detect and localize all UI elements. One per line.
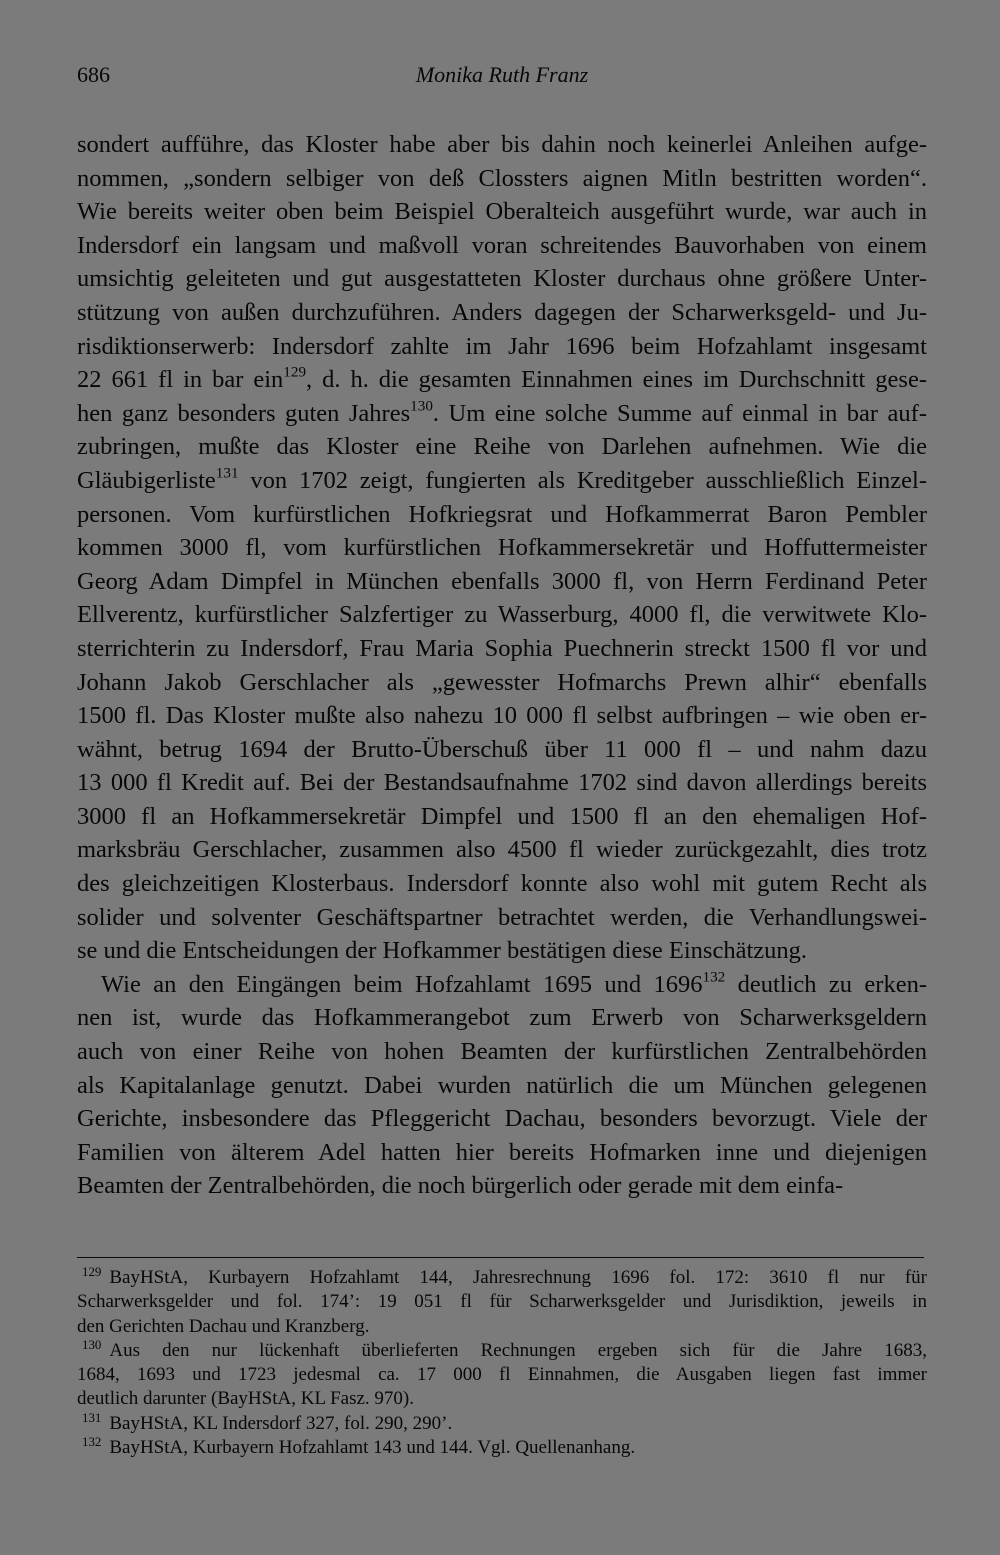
text-line: sondert aufführe, das Kloster habe aber bis dahin noch keinerlei Anleihen aufge- <box>77 131 927 158</box>
footnote-text: Aus den nur lückenhaft überlieferten Rechnungen ergeben sich für die Jahre 1683, <box>109 1339 927 1361</box>
page-header <box>77 62 927 96</box>
text-line: umsichtig geleiteten und gut ausgestatteten Kloster durchaus ohne größere Unter- <box>77 265 927 293</box>
text-line: wähnt, betrug 1694 der Brutto-Überschuß über 11 000 fl – und nahm dazu <box>77 735 927 763</box>
footnote-number: 131 <box>82 1409 102 1425</box>
text-line: nen ist, wurde das Hofkammerangebot zum Erwerb von Scharwerksgeldern <box>77 1004 927 1032</box>
text-run: Wie an den Eingängen beim Hofzahlamt 1695 und 1696 <box>101 970 703 998</box>
text-line: se und die Entscheidungen der Hofkammer bestätigen diese Einschätzung. <box>77 937 808 965</box>
running-title: Monika Ruth Franz <box>415 62 589 87</box>
footnote-line <box>77 1315 927 1339</box>
footnote-text: BayHStA, KL Indersdorf 327, fol. 290, 290’. <box>109 1412 453 1434</box>
text-line: Gerichte, insbesondere das Pfleggericht Dachau, besonders bevorzugt. Viele der <box>77 1105 927 1133</box>
text-line: sterrichterin zu Indersdorf, Frau Maria Sophia Puechnerin streckt 1500 fl vor und <box>77 634 927 662</box>
text-run: Gläubigerliste <box>77 466 216 494</box>
footnote-text: den Gerichten Dachau und Kranzberg. <box>77 1315 370 1337</box>
footnotes <box>77 1263 927 1460</box>
text-line: 3000 fl an Hofkammersekretär Dimpfel und 1500 fl an den ehemaligen Hof- <box>77 802 927 830</box>
footnote-ref: 129 <box>283 363 307 381</box>
text-line: nommen, „sondern selbiger von deß Clossters aignen Mitln bestritten worden“. <box>77 164 927 192</box>
text-line: 1500 fl. Das Kloster mußte also nahezu 10 000 fl selbst aufbringen – wie oben er- <box>77 702 927 730</box>
footnote-line <box>77 1336 927 1363</box>
footnote-line <box>77 1433 927 1460</box>
text-line: Familien von älterem Adel hatten hier bereits Hofmarken inne und diejenigen <box>77 1138 927 1166</box>
text-line <box>77 968 927 1002</box>
footnote-text: 1684, 1693 und 1723 jedesmal ca. 17 000 fl Einnahmen, die Ausgaben liegen fast immer <box>77 1364 927 1386</box>
text-run: 22 661 fl in bar ein <box>77 366 284 394</box>
footnote-number: 129 <box>82 1263 102 1279</box>
footnote-text: BayHStA, Kurbayern Hofzahlamt 143 und 144. Vgl. Quellenanhang. <box>109 1437 636 1459</box>
text-line: marksbräu Gerschlacher, zusammen also 4500 fl wieder zurückgezahlt, dies trotz <box>77 836 927 864</box>
text-line: auch von einer Reihe von hohen Beamten der kurfürstlichen Zentralbehörden <box>77 1038 927 1066</box>
text-line: Johann Jakob Gerschlacher als „gewesster Hofmarchs Prewn alhir“ ebenfalls <box>77 668 927 696</box>
footnote-line <box>77 1290 927 1314</box>
footnote-number: 132 <box>82 1433 102 1449</box>
text-run: hen ganz besonders guten Jahres <box>77 399 411 427</box>
text-run: deutlich zu erken- <box>725 970 927 998</box>
footnote-text: deutlich darunter (BayHStA, KL Fasz. 970). <box>77 1388 414 1410</box>
footnote-text: BayHStA, Kurbayern Hofzahlamt 144, Jahresrechnung 1696 fol. 172: 3610 fl nur für <box>109 1267 927 1288</box>
text-line: Beamten der Zentralbehörden, die noch bürgerlich oder gerade mit dem einfa- <box>77 1172 844 1200</box>
text-run: von 1702 zeigt, fungierten als Kreditgeber ausschließlich Einzel- <box>238 466 927 494</box>
text-line: Ellverentz, kurfürstlicher Salzfertiger zu Wasserburg, 4000 fl, die verwitwete Klo- <box>77 601 927 629</box>
text-line: solider und solventer Geschäftspartner betrachtet werden, die Verhandlungswei- <box>77 903 927 931</box>
text-line <box>77 397 927 431</box>
footnote-text: Scharwerksgelder und fol. 174’: 19 051 fl für Scharwerksgelder und Jurisdiktion, jeweils in <box>77 1291 927 1313</box>
text-line: risdiktionserwerb: Indersdorf zahlte im Jahr 1696 beim Hofzahlamt insgesamt <box>77 332 927 360</box>
footnote-ref: 131 <box>215 464 239 482</box>
footnote-separator <box>77 1257 924 1258</box>
footnote-ref: 130 <box>410 397 433 415</box>
text-line: stützung von außen durchzuführen. Anders dagegen der Scharwerksgeld- und Ju- <box>77 298 927 326</box>
page-number: 686 <box>77 62 110 87</box>
text-line: kommen 3000 fl, vom kurfürstlichen Hofkammersekretär und Hoffuttermeister <box>77 534 927 562</box>
text-line: 13 000 fl Kredit auf. Bei der Bestandsaufnahme 1702 sind davon allerdings bereits <box>77 769 927 797</box>
text-line: des gleichzeitigen Klosterbaus. Indersdorf konnte also wohl mit gutem Recht als <box>77 870 927 898</box>
body-text <box>77 128 927 1203</box>
text-line <box>77 363 927 397</box>
text-line: personen. Vom kurfürstlichen Hofkriegsrat und Hofkammerrat Baron Pembler <box>77 500 927 528</box>
footnote-line <box>77 1387 927 1411</box>
text-line: als Kapitalanlage genutzt. Dabei wurden natürlich die um München gelegenen <box>77 1071 927 1099</box>
footnote-line <box>77 1363 927 1387</box>
footnote-line <box>77 1409 927 1436</box>
text-line: Indersdorf ein langsam und maßvoll voran schreitendes Bauvorhaben von einem <box>77 231 927 259</box>
text-line: Georg Adam Dimpfel in München ebenfalls 3000 fl, von Herrn Ferdinand Peter <box>77 567 927 595</box>
footnote-ref: 132 <box>702 968 726 986</box>
text-run: , d. h. die gesamten Einnahmen eines im Durchschnitt gese- <box>306 366 927 394</box>
text-line: zubringen, mußte das Kloster eine Reihe von Darlehen aufnehmen. Wie die <box>77 433 927 461</box>
text-line: Wie bereits weiter oben beim Beispiel Oberalteich ausgeführt wurde, war auch in <box>77 198 927 226</box>
text-line <box>77 464 927 498</box>
footnote-number: 130 <box>82 1336 102 1352</box>
footnote-line <box>77 1263 927 1290</box>
text-run: . Um eine solche Summe auf einmal in bar auf- <box>432 399 927 427</box>
